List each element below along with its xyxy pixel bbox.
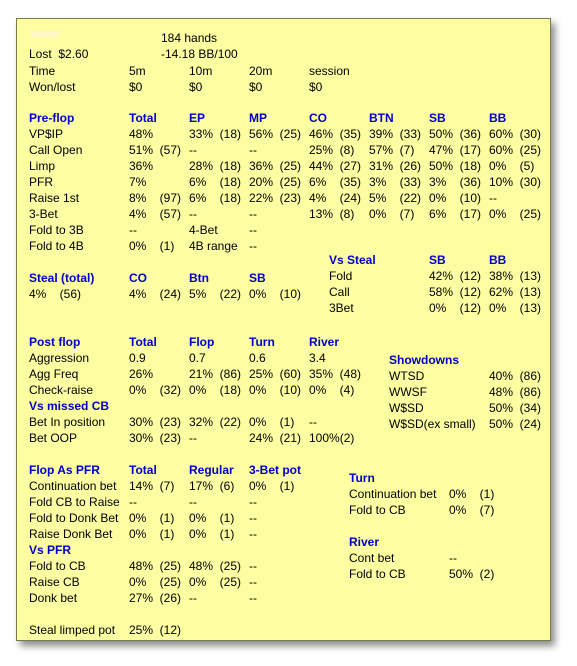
vs-steal-cell-1-1: 58% (12): [429, 285, 482, 299]
river-value-0: --: [449, 551, 457, 565]
vs-pfr-title: Vs PFR: [29, 543, 72, 557]
missed-cb-cell-0-3: 0% (1): [249, 415, 295, 429]
flop-pfr-header-1: Total: [129, 463, 157, 477]
vs-pfr-cell-0-0: Fold to CB: [29, 559, 86, 573]
hud-stats-panel: [16, 18, 551, 641]
preflop-cell-0-7: 60% (30): [489, 127, 542, 141]
postflop-header-2: Flop: [189, 335, 215, 349]
period-3: session: [309, 64, 350, 78]
postflop-cell-2-4: 0% (4): [309, 383, 355, 397]
flop-pfr-cell-0-3: 0% (1): [249, 479, 295, 493]
preflop-cell-5-3: --: [249, 207, 257, 221]
preflop-cell-3-5: 3% (33): [369, 175, 422, 189]
showdown-value-2: 50% (34): [489, 401, 542, 415]
vs-steal-cell-2-2: 0% (13): [489, 301, 542, 315]
wonlost-value-0: $0: [129, 80, 143, 94]
vs-pfr-cell-2-2: --: [189, 591, 197, 605]
vs-steal-header-2: BB: [489, 253, 507, 267]
preflop-cell-1-7: 60% (25): [489, 143, 542, 157]
preflop-cell-2-1: 36%: [129, 159, 154, 173]
preflop-cell-4-3: 22% (23): [249, 191, 302, 205]
river-label-1: Fold to CB: [349, 567, 406, 581]
flop-pfr-cell-3-2: 0% (1): [189, 527, 235, 541]
preflop-header-6: SB: [429, 111, 446, 125]
preflop-header-4: CO: [309, 111, 327, 125]
missed-cb-cell-0-0: Bet In position: [29, 415, 106, 429]
preflop-header-1: Total: [129, 111, 157, 125]
preflop-cell-6-0: Fold to 3B: [29, 223, 84, 237]
flop-pfr-cell-2-0: Fold to Donk Bet: [29, 511, 119, 525]
missed-cb-cell-1-3: 24% (21): [249, 431, 302, 445]
showdown-label-3: W$SD(ex small): [389, 417, 476, 431]
vs-steal-cell-2-1: 0% (12): [429, 301, 482, 315]
lost-amount: Lost $2.60: [29, 47, 89, 61]
steal-limped-label: Steal limped pot: [29, 623, 116, 637]
vs-steal-header-1: SB: [429, 253, 446, 267]
flop-pfr-cell-2-1: 0% (1): [129, 511, 175, 525]
preflop-cell-2-2: 28% (18): [189, 159, 242, 173]
preflop-cell-1-4: 25% (8): [309, 143, 355, 157]
postflop-cell-1-0: Agg Freq: [29, 367, 79, 381]
wonlost-label: Won/lost: [29, 80, 76, 94]
flop-pfr-cell-3-3: --: [249, 527, 257, 541]
flop-pfr-header-3: 3-Bet pot: [249, 463, 301, 477]
turn-title: Turn: [349, 471, 375, 485]
flop-pfr-cell-1-2: --: [189, 495, 197, 509]
vs-pfr-cell-1-3: --: [249, 575, 257, 589]
preflop-cell-0-2: 33% (18): [189, 127, 242, 141]
turn-value-0: 0% (1): [449, 487, 495, 501]
preflop-cell-3-2: 6% (18): [189, 175, 242, 189]
preflop-cell-5-2: --: [189, 207, 197, 221]
postflop-cell-0-0: Aggression: [29, 351, 90, 365]
steal-value-1: 4% (24): [129, 287, 182, 301]
postflop-header-0: Post flop: [29, 335, 81, 349]
missed-cb-cell-0-2: 32% (22): [189, 415, 242, 429]
postflop-cell-0-3: 0.6: [249, 351, 266, 365]
postflop-cell-1-1: 26%: [129, 367, 154, 381]
preflop-cell-1-6: 47% (17): [429, 143, 482, 157]
preflop-cell-0-5: 39% (33): [369, 127, 422, 141]
preflop-cell-2-5: 31% (26): [369, 159, 422, 173]
bb-per-100: -14.18 BB/100: [161, 47, 238, 61]
preflop-cell-7-0: Fold to 4B: [29, 239, 84, 253]
missed-cb-cell-1-0: Bet OOP: [29, 431, 78, 445]
vs-pfr-cell-2-1: 27% (26): [129, 591, 182, 605]
postflop-cell-2-1: 0% (32): [129, 383, 182, 397]
steal-header-2: Btn: [189, 271, 209, 285]
preflop-cell-4-2: 6% (18): [189, 191, 242, 205]
preflop-cell-3-1: 7%: [129, 175, 147, 189]
preflop-cell-5-5: 0% (7): [369, 207, 415, 221]
preflop-cell-0-1: 48%: [129, 127, 154, 141]
steal-value-0: 4% (56): [29, 287, 82, 301]
turn-value-1: 0% (7): [449, 503, 495, 517]
river-value-1: 50% (2): [449, 567, 495, 581]
river-label-0: Cont bet: [349, 551, 395, 565]
preflop-cell-0-4: 46% (35): [309, 127, 362, 141]
vs-pfr-cell-1-2: 0% (25): [189, 575, 242, 589]
missed-cb-cell-1-1: 30% (23): [129, 431, 182, 445]
time-label: Time: [29, 64, 56, 78]
steal-value-3: 0% (10): [249, 287, 302, 301]
preflop-cell-3-4: 6% (35): [309, 175, 362, 189]
turn-label-0: Continuation bet: [349, 487, 437, 501]
postflop-cell-0-2: 0.7: [189, 351, 206, 365]
preflop-header-3: MP: [249, 111, 267, 125]
showdown-label-1: WWSF: [389, 385, 427, 399]
vs-steal-cell-0-0: Fold: [329, 269, 353, 283]
showdown-label-0: WTSD: [389, 369, 425, 383]
missed-cb-title: Vs missed CB: [29, 399, 110, 413]
wonlost-value-2: $0: [249, 80, 263, 94]
showdown-label-2: W$SD: [389, 401, 424, 415]
flop-pfr-cell-1-3: --: [249, 495, 257, 509]
preflop-cell-2-0: Limp: [29, 159, 56, 173]
player-name-highlight: [31, 31, 59, 37]
missed-cb-cell-0-1: 30% (23): [129, 415, 182, 429]
flop-pfr-cell-3-1: 0% (1): [129, 527, 175, 541]
preflop-cell-6-2: 4-Bet: [189, 223, 218, 237]
vs-pfr-cell-2-0: Donk bet: [29, 591, 78, 605]
preflop-cell-4-7: --: [489, 191, 497, 205]
preflop-cell-3-7: 10% (30): [489, 175, 542, 189]
wonlost-value-3: $0: [309, 80, 323, 94]
preflop-cell-1-5: 57% (7): [369, 143, 415, 157]
vs-steal-cell-0-2: 38% (13): [489, 269, 542, 283]
preflop-cell-6-1: --: [129, 223, 137, 237]
showdown-value-3: 50% (24): [489, 417, 542, 431]
flop-pfr-cell-0-1: 14% (7): [129, 479, 175, 493]
period-0: 5m: [129, 64, 146, 78]
preflop-cell-0-3: 56% (25): [249, 127, 302, 141]
preflop-header-2: EP: [189, 111, 206, 125]
vs-steal-cell-2-0: 3Bet: [329, 301, 354, 315]
vs-pfr-cell-0-1: 48% (25): [129, 559, 182, 573]
postflop-header-3: Turn: [249, 335, 275, 349]
flop-pfr-cell-1-1: --: [129, 495, 137, 509]
steal-header-1: CO: [129, 271, 147, 285]
postflop-cell-0-1: 0.9: [129, 351, 146, 365]
preflop-cell-2-4: 44% (27): [309, 159, 362, 173]
steal-value-2: 5% (22): [189, 287, 242, 301]
postflop-cell-1-3: 25% (60): [249, 367, 302, 381]
turn-label-1: Fold to CB: [349, 503, 406, 517]
postflop-cell-2-3: 0% (10): [249, 383, 302, 397]
preflop-cell-4-1: 8% (97): [129, 191, 182, 205]
preflop-cell-5-6: 6% (17): [429, 207, 482, 221]
preflop-cell-3-0: PFR: [29, 175, 53, 189]
preflop-cell-2-7: 0% (5): [489, 159, 535, 173]
missed-cb-cell-1-2: --: [189, 431, 197, 445]
vs-pfr-cell-1-0: Raise CB: [29, 575, 80, 589]
preflop-cell-3-3: 20% (25): [249, 175, 302, 189]
preflop-cell-5-7: 0% (25): [489, 207, 542, 221]
vs-steal-cell-0-1: 42% (12): [429, 269, 482, 283]
preflop-cell-0-0: VP$IP: [29, 127, 64, 141]
preflop-cell-1-0: Call Open: [29, 143, 83, 157]
showdown-value-1: 48% (86): [489, 385, 542, 399]
preflop-cell-5-4: 13% (8): [309, 207, 355, 221]
period-2: 20m: [249, 64, 273, 78]
postflop-cell-2-2: 0% (18): [189, 383, 242, 397]
flop-pfr-cell-0-0: Continuation bet: [29, 479, 117, 493]
preflop-cell-7-2: 4B range: [189, 239, 238, 253]
preflop-cell-3-6: 3% (36): [429, 175, 482, 189]
preflop-cell-4-4: 4% (24): [309, 191, 362, 205]
flop-pfr-cell-0-2: 17% (6): [189, 479, 235, 493]
preflop-cell-4-5: 5% (22): [369, 191, 422, 205]
preflop-cell-7-1: 0% (1): [129, 239, 175, 253]
showdown-value-0: 40% (86): [489, 369, 542, 383]
postflop-cell-2-0: Check-raise: [29, 383, 94, 397]
vs-pfr-cell-0-2: 48% (25): [189, 559, 242, 573]
preflop-cell-2-6: 50% (18): [429, 159, 482, 173]
preflop-cell-0-6: 50% (36): [429, 127, 482, 141]
flop-pfr-cell-1-0: Fold CB to Raise: [29, 495, 120, 509]
wonlost-value-1: $0: [189, 80, 203, 94]
preflop-cell-4-0: Raise 1st: [29, 191, 80, 205]
preflop-cell-1-2: --: [189, 143, 197, 157]
missed-cb-cell-0-4: --: [309, 415, 317, 429]
postflop-header-4: River: [309, 335, 340, 349]
river-title: River: [349, 535, 380, 549]
flop-pfr-header-2: Regular: [189, 463, 234, 477]
showdowns-title: Showdowns: [389, 353, 459, 367]
hands-count: 184 hands: [161, 31, 218, 45]
vs-steal-cell-1-2: 62% (13): [489, 285, 542, 299]
flop-pfr-cell-2-3: --: [249, 511, 257, 525]
preflop-header-7: BB: [489, 111, 507, 125]
steal-header-3: SB: [249, 271, 266, 285]
postflop-cell-1-2: 21% (86): [189, 367, 242, 381]
preflop-cell-1-3: --: [249, 143, 257, 157]
preflop-cell-5-0: 3-Bet: [29, 207, 58, 221]
postflop-header-1: Total: [129, 335, 157, 349]
preflop-cell-4-6: 0% (10): [429, 191, 482, 205]
steal-limped-value: 25% (12): [129, 623, 182, 637]
preflop-cell-5-1: 4% (57): [129, 207, 182, 221]
vs-steal-header-0: Vs Steal: [329, 253, 376, 267]
vs-pfr-cell-2-3: --: [249, 591, 257, 605]
missed-cb-cell-1-4: 100%(2): [309, 431, 355, 445]
preflop-cell-6-3: --: [249, 223, 257, 237]
flop-pfr-header-0: Flop As PFR: [29, 463, 100, 477]
preflop-cell-1-1: 51% (57): [129, 143, 182, 157]
steal-header-0: Steal (total): [29, 271, 95, 285]
preflop-header-5: BTN: [369, 111, 394, 125]
period-1: 10m: [189, 64, 213, 78]
flop-pfr-cell-3-0: Raise Donk Bet: [29, 527, 113, 541]
postflop-cell-1-4: 35% (48): [309, 367, 362, 381]
preflop-cell-7-3: --: [249, 239, 257, 253]
preflop-header-0: Pre-flop: [29, 111, 75, 125]
postflop-cell-0-4: 3.4: [309, 351, 326, 365]
vs-pfr-cell-1-1: 0% (25): [129, 575, 182, 589]
vs-pfr-cell-0-3: --: [249, 559, 257, 573]
preflop-cell-2-3: 36% (25): [249, 159, 302, 173]
flop-pfr-cell-2-2: 0% (1): [189, 511, 235, 525]
vs-steal-cell-1-0: Call: [329, 285, 350, 299]
